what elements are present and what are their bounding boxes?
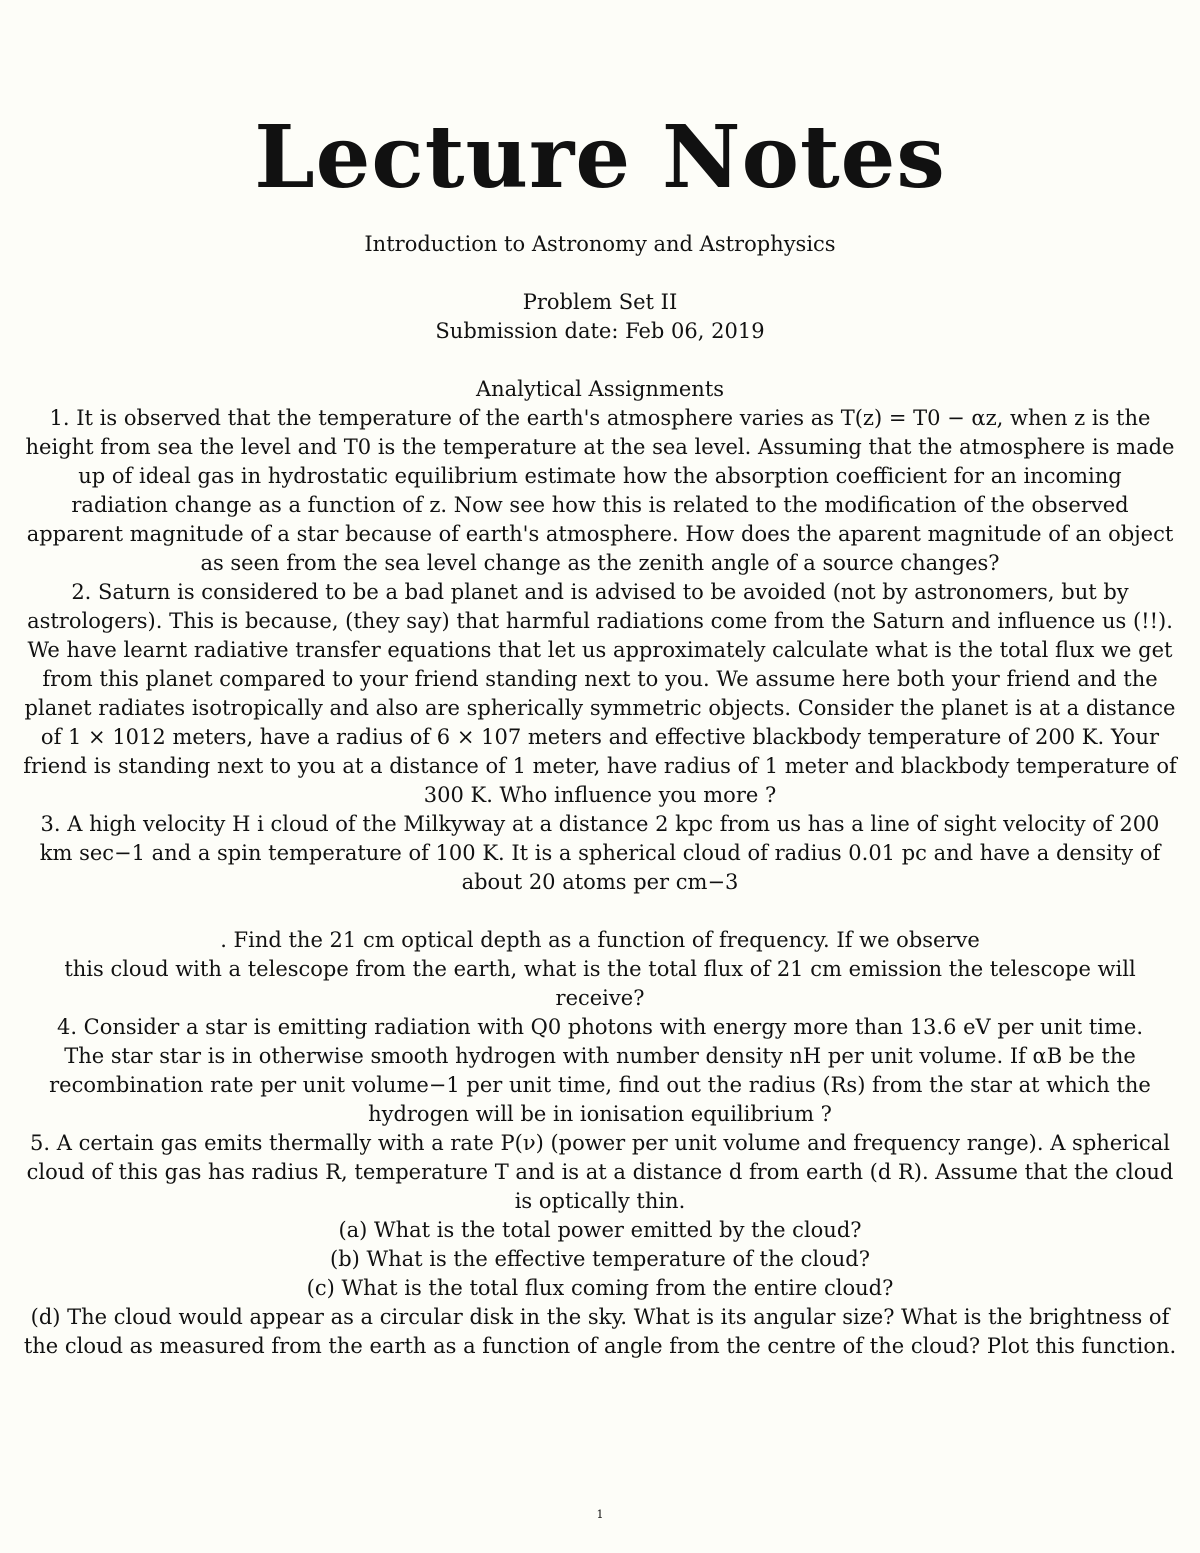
course-subtitle: Introduction to Astronomy and Astrophysics [364, 232, 836, 256]
problem-1-paragraph: 1. It is observed that the temperature of the earth's atmosphere varies as T(z) = T0 − αz, when z is the height from sea the level and T0 is the temperature at the sea level. Assuming that the atmosphere is made up of ideal gas in hydrostatic equilibrium estimate how the absorption coefficient for an incoming [25, 406, 1175, 488]
problem-5-part-a: (a) What is the total power emitted by the cloud? [338, 1218, 862, 1242]
problem-3-paragraph: 3. A high velocity H i cloud of the Milkyway at a distance 2 kpc from us has a line of sight velocity of 200 [40, 812, 1160, 836]
problem-set-label: Problem Set II [522, 290, 678, 314]
problem-3-question: . Find the 21 cm optical depth as a function of frequency. If we observe [220, 928, 980, 952]
page-title: Lecture Notes [254, 107, 946, 208]
submission-date: Submission date: Feb 06, 2019 [435, 319, 765, 343]
problem-5-paragraph: 5. A certain gas emits thermally with a rate P(ν) (power per unit volume and frequency range). A spherical cloud of this gas has radius R, temperature T and is at a distance d from earth (d R). Assume that the cloud is optically thin. [26, 1131, 1174, 1213]
problem-3-continued: km sec−1 and a spin temperature of 100 K. It is a spherical cloud of radius 0.01 pc and have a density of about 20 atoms per cm−3 [39, 841, 1161, 894]
problem-5-part-c: (c) What is the total flux coming from the entire cloud? [306, 1276, 894, 1300]
problem-5-part-d: (d) The cloud would appear as a circular disk in the sky. What is its angular size? What is the brightness of the cloud as measured from the earth as a function of angle from the centre of the cloud? Plot this function. [23, 1305, 1177, 1358]
problem-1-continued: radiation change as a function of z. Now see how this is related to the modification of the observed apparent magnitude of a star because of earth's atmosphere. How does the aparent magnitude of an object as seen from the sea level change as the zenith angle of a source changes? [26, 493, 1174, 575]
problem-5-part-b: (b) What is the effective temperature of the cloud? [330, 1247, 870, 1271]
problem-4-continued: The star star is in otherwise smooth hydrogen with number density nH per unit volume. If αB be the recombination rate per unit volume−1 per unit time, find out the radius (Rs) from the star at which the hydrogen will be in ionisation equilibrium ? [49, 1044, 1151, 1126]
page-number: 1 [596, 1508, 604, 1521]
problem-2-paragraph: 2. Saturn is considered to be a bad planet and is advised to be avoided (not by astronomers, but by astrologers). This is because, (they say) that harmful radiations come from the Saturn and influence us (!!). We have learnt radiative transfer equations that let us approximately calculate what is the total flux we get from this planet compared to your friend standing next to you. We assume here both your friend and the planet radiates isotropically and also are spherically symmetric objects. Consider the planet is at a distance of 1 × 1012 meters, have a radius of 6 × 107 meters and effective blackbody temperature of 200 K. Your friend is standing next to you at a distance of 1 meter, have radius of 1 meter and blackbody temperature of 300 K. Who influence you more ? [23, 580, 1177, 807]
problem-3-question-continued: this cloud with a telescope from the earth, what is the total flux of 21 cm emission the telescope will receive? [64, 957, 1136, 1010]
problem-4-paragraph: 4. Consider a star is emitting radiation with Q0 photons with energy more than 13.6 eV per unit time. [56, 1015, 1144, 1039]
section-heading: Analytical Assignments [475, 377, 725, 401]
paragraph-gap [22, 897, 1178, 926]
assignment-body [22, 404, 1178, 1361]
